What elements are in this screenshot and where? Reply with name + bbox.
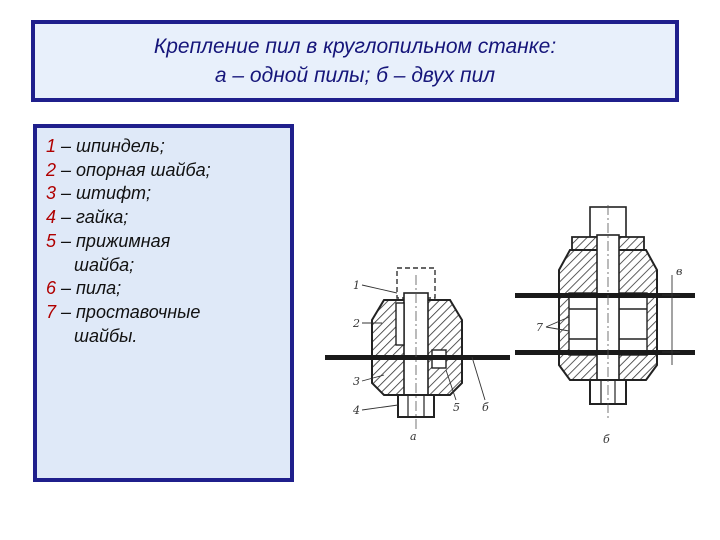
legend-text: – штифт; (56, 183, 152, 204)
label-3: 3 (353, 375, 360, 388)
legend-number: 2 (46, 159, 57, 180)
caption-a: а (410, 430, 417, 443)
label-1: 1 (353, 279, 360, 292)
legend-text-continued: шайбы. (74, 325, 138, 346)
legend-number: 4 (46, 207, 57, 228)
label-2: 2 (353, 317, 360, 330)
saw-blade-upper (515, 293, 695, 298)
title-box (31, 20, 679, 102)
saw-blade-lower (515, 350, 695, 355)
legend-number: 3 (46, 183, 57, 204)
caption-b: б (603, 433, 610, 446)
label-6: б (482, 401, 489, 414)
legend-text: – проставочные (56, 301, 201, 322)
pin (396, 303, 404, 345)
spindle-bore (597, 235, 619, 390)
legend-item-3 (46, 182, 290, 206)
legend-item-6 (46, 277, 290, 301)
legend-item-1 (46, 135, 290, 159)
legend-text-continued: шайба; (74, 254, 135, 275)
title-line-2: а – одной пилы; б – двух пил (214, 64, 496, 87)
legend-box (33, 124, 294, 482)
label-4: 4 (353, 404, 360, 417)
label-7: 7 (536, 321, 543, 334)
legend-text: – опорная шайба; (56, 159, 211, 180)
spacer-washers-left (569, 293, 597, 355)
spacer-washers-right (619, 293, 647, 355)
legend-text: – пила; (56, 278, 122, 299)
legend-item-7 (46, 301, 290, 348)
title-line-1: Крепление пил в круглопильном станке: (153, 35, 557, 58)
legend-item-2 (46, 159, 290, 183)
legend-text: – прижимная (56, 230, 171, 251)
assembly-single-saw (325, 268, 510, 443)
legend-number: 1 (46, 136, 57, 156)
legend-number: 6 (46, 278, 57, 299)
saw-mounting-drawing (322, 205, 700, 460)
legend-item-5 (46, 230, 290, 277)
legend-number: 7 (46, 301, 57, 322)
legend-number: 5 (46, 230, 57, 251)
label-5: 5 (453, 401, 460, 414)
legend-text: – шпиндель; (56, 136, 165, 156)
legend-item-4 (46, 206, 290, 230)
saw-blade (325, 355, 510, 360)
legend-text: – гайка; (56, 207, 129, 228)
label-v: в (676, 265, 683, 278)
assembly-two-saws (515, 205, 695, 446)
